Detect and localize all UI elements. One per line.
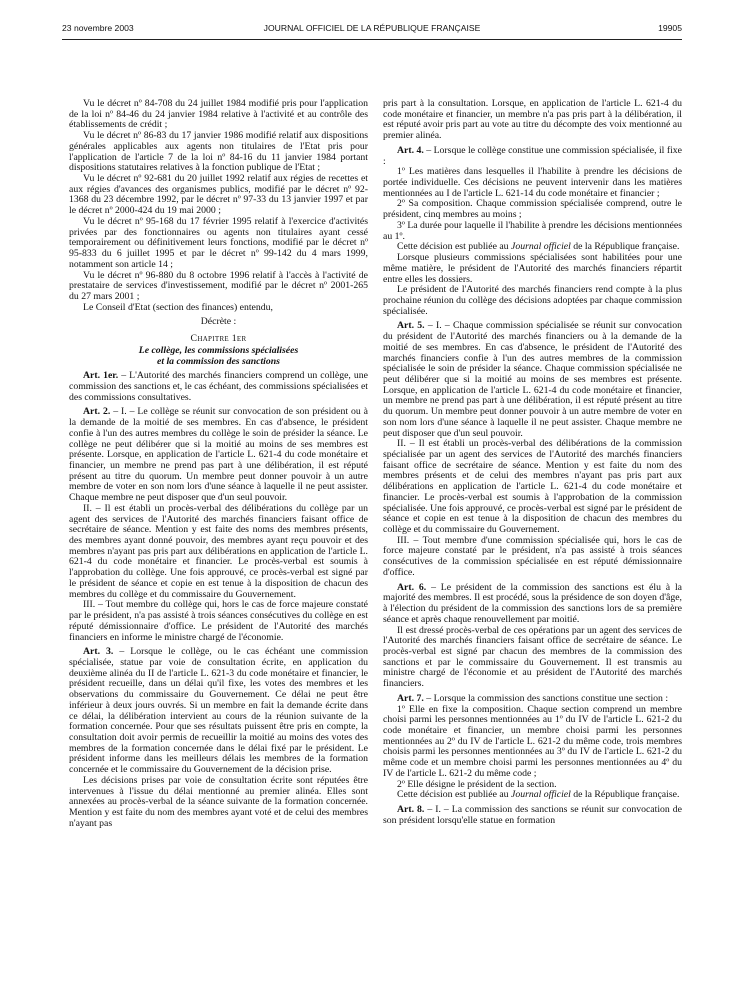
- article-text: – Lorsque le collège, ou le cas échéant une commission spécialisée, statue par voie de consultation écrite, en application du deuxième alinéa du II de l'article L. 621-3 du code monétaire et financier, le président recueille, dans un délai qu'il fixe, les votes des membres et les observations du commissaire du Gouvernement. Ce délai ne peut être inférieur à deux jours ouvrés. Si un membre en fait la demande écrite dans ce délai, la délibération intervient au cours de la réunion suivante de la formation concernée. Pour que ses résultats puissent être pris en compte, la consultation doit avoir permis de recueillir la moitié au moins des votes des membres de la formation concernée dans le délai fixé par le président. Le président informe dans les meilleurs délais les membres de la formation concernée et le commissaire du Gouvernement de la décision prise.: [69, 646, 368, 776]
- article-4: [383, 146, 682, 167]
- article-item: 2º Sa composition. Chaque commission spécialisée comprend, outre le président, cinq membres au moins ;: [383, 198, 682, 221]
- article-text: – I. – La commission des sanctions se réunit sur convocation de son président lorsqu'elle statue en formation: [383, 804, 682, 826]
- article-label: Art. 4.: [397, 144, 424, 156]
- visa-paragraph: Le Conseil d'Etat (section des finances) entendu,: [83, 301, 273, 313]
- visa-paragraph: Vu le décret nº 84-708 du 24 juillet 1984 modifié pris pour l'application de la loi nº 84-46 du 24 janvier 1984 relative à l'activité et au contrôle des établissements de crédit ;: [69, 99, 368, 131]
- header-rule: [62, 39, 682, 40]
- continued-paragraph: pris part à la consultation. Lorsque, en application de l'article L. 621-4 du code monétaire et financier, un membre n'a pas pris part à la délibération, il est réputé avoir pris part au vote au titre du décompte des voix mentionné au premier alinéa.: [383, 99, 682, 142]
- header-title: JOURNAL OFFICIEL DE LA RÉPUBLIQUE FRANÇAISE: [263, 23, 481, 33]
- left-column: [69, 99, 368, 983]
- visa-paragraph: Vu le décret nº 96-880 du 8 octobre 1996 relatif à l'accès à l'activité de prestataire de services d'investissement, modifié par le décret nº 2001-265 du 27 mars 2001 ;: [69, 269, 368, 302]
- article-paragraph: Le président de l'Autorité des marchés financiers rend compte à la plus prochaine réunion du collège des décisions adoptées par chaque commission spécialisée.: [383, 284, 682, 317]
- article-text: – I. – Le collège se réunit sur convocation de son président ou à la demande de la moitié de ses membres. En cas d'absence, le président confie à l'un des autres membres du collège le soin de présider la séance. Le collège ne peut délibérer que si la moitié au moins de ses membres est présente. Lorsque, en application de l'article L. 621-4 du code monétaire et financier, un membre ne prend pas part à une délibération, il est réputé présent au titre du quorum. Un membre peut donner pouvoir à un autre membre de voter en son nom lors d'une séance à laquelle il ne peut assister. Chaque membre ne peut disposer que d'un seul pouvoir.: [69, 406, 368, 504]
- journal-officiel: Journal officiel: [511, 241, 571, 253]
- article-paragraph: Les décisions prises par voie de consultation écrite sont réputées être intervenues à l'issue du délai mentionné au premier alinéa. Elles sont annexées au procès-verbal de la séance suivante de la formation concernée. Mention y est faite du nom des membres ayant voté et de celui des membres n'ayant pas: [69, 774, 368, 829]
- decrete-heading: Décrète :: [200, 316, 237, 328]
- visa-paragraph: Vu le décret nº 92-681 du 20 juillet 1992 relatif aux régies de recettes et aux régies d'avances des organismes publics, modifié par le décret nº 92-1368 du 23 décembre 1992, par le décret nº 97-33 du 13 janvier 1997 et par le décret nº 2000-424 du 19 mai 2000 ;: [69, 173, 368, 217]
- header-page-number: 19905: [658, 23, 682, 33]
- article-label: Art. 3.: [83, 646, 114, 658]
- article-8: [383, 805, 682, 826]
- chapter-heading: Chapitre 1er: [190, 333, 247, 345]
- article-5: [383, 321, 682, 439]
- article-item: 2º Elle désigne le président de la section.: [397, 778, 557, 790]
- visa-paragraph: Vu le décret nº 86-83 du 17 janvier 1986 modifié relatif aux dispositions générales applicables aux agents non titulaires de l'Etat pris pour l'application de l'article 7 de la loi nº 84-16 du 11 janvier 1984 portant dispositions statutaires relatives à la fonction publique de l'Etat ;: [69, 130, 368, 174]
- article-label: Art. 2.: [83, 406, 111, 418]
- article-3: [69, 647, 368, 776]
- article-text: – Lorsque la commission des sanctions constitue une section :: [423, 692, 669, 704]
- article-paragraph: III. – Tout membre du collège qui, hors le cas de force majeure constaté par le président, n'a pas assisté à trois séances consécutives du collège en est réputé démissionnaire d'office. Le président de l'Autorité des marchés financiers en informe le ministre chargé de l'économie.: [69, 599, 368, 643]
- article-label: Art. 6.: [397, 581, 427, 593]
- section-heading-line1: Le collège, les commissions spécialisées: [138, 344, 299, 356]
- publication-text: de la République française.: [570, 789, 680, 801]
- article-6: [383, 583, 682, 626]
- article-label: Art. 8.: [397, 804, 425, 815]
- article-paragraph: III. – Tout membre d'une commission spécialisée qui, hors le cas de force majeure constaté par le président, n'a pas assisté à trois séances consécutives de la commission spécialisée en est réputé démissionnaire d'office.: [383, 534, 682, 578]
- article-paragraph: Il est dressé procès-verbal de ces opérations par un agent des services de l'Autorité des marchés financiers faisant office de secrétaire de séance. Le procès-verbal est signé par chacun des membres de la commission des sanctions et par le commissaire du Gouvernement. Il est transmis au ministre chargé de l'économie et au président de l'Autorité des marchés financiers.: [383, 624, 682, 690]
- publication-text: Cette décision est publiée au: [397, 241, 511, 253]
- publication-text: de la République française.: [570, 241, 680, 253]
- header-date: 23 novembre 2003: [62, 23, 134, 33]
- article-item: 3º La durée pour laquelle il l'habilite à prendre les décisions mentionnées au 1º.: [383, 219, 682, 242]
- journal-officiel: Journal officiel: [511, 789, 571, 801]
- article-text: – Le président de la commission des sanctions est élu à la majorité des membres. Il est procédé, sous la présidence de son doyen d'âge, à l'élection du président de la commission des sanctions lors de sa première séance et après chaque renouvellement par moitié.: [383, 581, 682, 625]
- publication-text: Cette décision est publiée au: [397, 789, 511, 801]
- publication-line: [383, 790, 682, 801]
- article-paragraph: II. – Il est établi un procès-verbal des délibérations du collège par un agent des services de l'Autorité des marchés financiers faisant office de secrétaire de séance. Mention y est faite des noms des membres présents, des membres ayant donné pouvoir, des membres ayant reçu pouvoir et des membres n'ayant pas pris part aux délibérations en application de l'article L. 621-4 du code monétaire et financier. Le procès-verbal est soumis à l'approbation du collège. Une fois approuvé, ce procès-verbal est signé par le président de séance et copie en est tenue à la disposition de chacun des membres du collège et du commissaire du Gouvernement.: [69, 502, 368, 600]
- article-1: [69, 371, 368, 403]
- article-item: 1º Elle en fixe la composition. Chaque section comprend un membre choisi parmi les personnes mentionnées au 1º du IV de l'article L. 621-2 du code monétaire et financier, un membre choisi parmi les personnes mentionnées au 2º du IV de l'article L. 621-2 du même code, trois membres choisis parmi les personnes mentionnées au 3º du IV de l'article L. 621-2 du même code et un membre choisi parmi les personnes mentionnées au 4º du IV de l'article L. 621-2 du même code ;: [383, 703, 682, 779]
- article-label: Art. 5.: [397, 320, 425, 332]
- article-paragraph: II. – Il est établi un procès-verbal des délibérations de la commission spécialisée par un agent des services de l'Autorité des marchés financiers faisant office de secrétaire de séance. Mention y est faite du nom des membres présents et de celui des membres n'ayant pas pris part aux délibérations en application de l'article L. 621-4 du code monétaire et financier. Le procès-verbal est soumis à l'approbation de la commission spécialisée. Une fois approuvé, ce procès-verbal est signé par le président de séance et copie en est tenue à la disposition de chacun des membres du collège et du commissaire du Gouvernement.: [383, 438, 682, 536]
- article-label: Art. 7.: [397, 692, 424, 704]
- section-heading: [69, 346, 368, 367]
- section-heading-line2: et la commission des sanctions: [157, 355, 280, 367]
- article-text: – L'Autorité des marchés financiers comprend un collège, une commission des sanctions et, le cas échéant, des commissions spécialisées et des commissions consultatives.: [69, 370, 368, 403]
- article-paragraph: Lorsque plusieurs commissions spécialisées sont habilitées pour une même matière, le président de l'Autorité des marchés financiers répartit entre elles les dossiers.: [383, 252, 682, 285]
- article-text: – I. – Chaque commission spécialisée se réunit sur convocation du président de l'Autorité des marchés financiers ou à la demande de la moitié de ses membres. En cas d'absence, le président de l'Autorité des marchés financiers confie à l'un des autres membres de la commission spécialisée le soin de présider la séance. Chaque commission spécialisée ne peut délibérer que si la moitié au moins de ses membres est présente. Lorsque, en application de l'article L. 621-4 du code monétaire et financier, un membre ne prend pas part à une délibération, il est réputé présent au titre du quorum. Un membre peut donner pouvoir à un autre membre de voter en son nom lors d'une séance à laquelle il ne peut assister. Chaque membre ne peut disposer que d'un seul pouvoir.: [383, 320, 682, 439]
- page-header: [62, 23, 682, 39]
- right-column: [383, 99, 682, 983]
- article-label: Art. 1er.: [83, 370, 119, 382]
- article-7: [383, 694, 682, 705]
- article-text: – Lorsque le collège constitue une commission spécialisée, il fixe :: [383, 144, 682, 167]
- article-item: 1º Les matières dans lesquelles il l'habilite à prendre les décisions de portée individuelle. Ces décisions ne peuvent intervenir dans les matières mentionnées au I de l'article L. 621-14 du code monétaire et financier ;: [383, 166, 682, 199]
- article-2: [69, 407, 368, 503]
- visa-paragraph: Vu le décret nº 95-168 du 17 février 1995 relatif à l'exercice d'activités privées par des fonctionnaires ou agents non titulaires ayant cessé temporairement ou définitivement leurs fonctions, modifié par le décret nº 95-833 du 6 juillet 1995 et par le décret nº 99-142 du 4 mars 1999, notamment son article 14 ;: [69, 215, 368, 270]
